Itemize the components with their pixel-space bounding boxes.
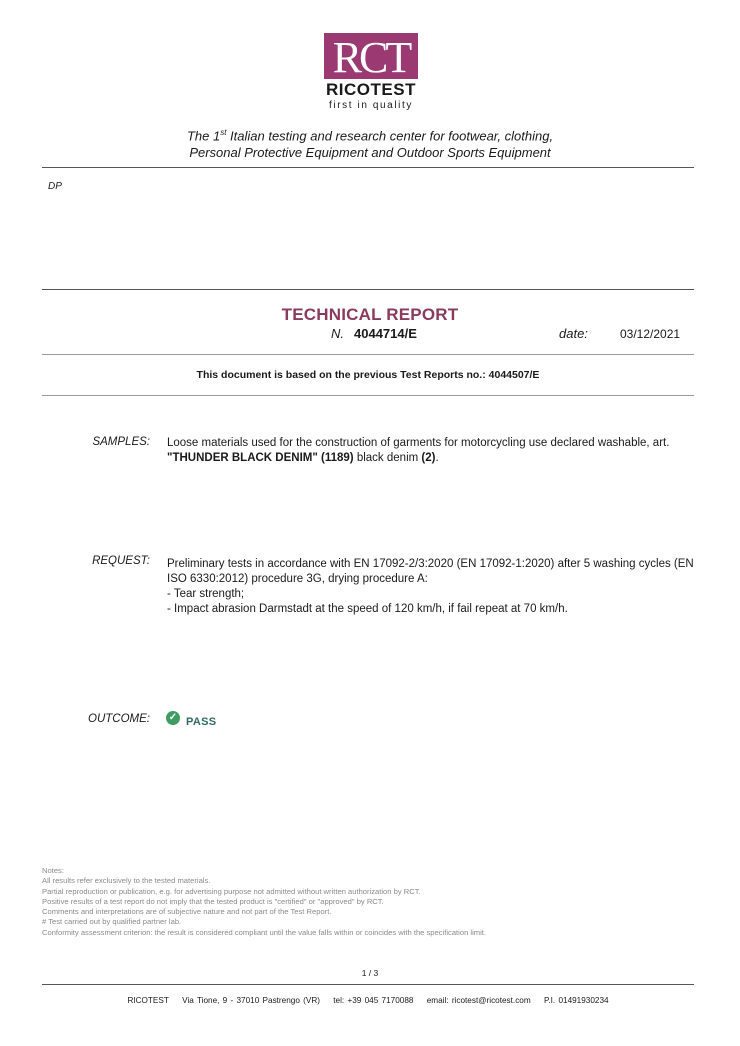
note-line: All results refer exclusively to the tested materials. (42, 876, 211, 886)
report-title: TECHNICAL REPORT (281, 305, 459, 324)
company-tagline: first in quality (329, 100, 413, 111)
samples-label: SAMPLES: (92, 436, 150, 448)
check-circle-icon: ✓ (166, 711, 180, 725)
outcome-value: PASS (186, 716, 217, 728)
notes-block (42, 866, 682, 938)
divider-based-on (42, 395, 694, 396)
intro-line-2: Personal Protective Equipment and Outdoor Sports Equipment (189, 145, 551, 161)
samples-text (167, 436, 697, 466)
footer-company: RICOTEST (127, 996, 169, 1005)
company-name: RICOTEST (326, 80, 416, 99)
divider-top-report (42, 289, 694, 290)
divider-report-meta (42, 354, 694, 355)
footer-tel: tel: +39 045 7170088 (333, 996, 414, 1005)
samples-line-1: Loose materials used for the construction of garments for motorcycling use declared washable, art. (167, 437, 670, 449)
request-text (167, 557, 697, 617)
request-line-4: - Impact abrasion Darmstadt at the speed of 120 km/h, if fail repeat at 70 km/h. (167, 603, 568, 615)
header-divider (42, 167, 694, 168)
intro-text (100, 124, 640, 161)
note-line: Partial reproduction or publication, e.g. for advertising purpose not admitted without written authorization by RCT. (42, 886, 421, 896)
note-line: Conformity assessment criterion: the result is considered compliant until the value falls within or coincides with the specification limit. (42, 927, 487, 937)
report-number: 4044714/E (354, 326, 417, 341)
footer-address: Via Tione, 9 - 37010 Pastrengo (VR) (182, 996, 320, 1005)
note-line: Comments and interpretations are of subjective nature and not part of the Test Report. (42, 907, 332, 917)
note-line: Positive results of a test report do not imply that the tested product is "certified" or "approved" by RCT. (42, 896, 384, 906)
footer-email: email: ricotest@ricotest.com (426, 996, 531, 1005)
notes-title: Notes: (42, 866, 64, 875)
footer-vat: P.I. 01491930234 (543, 996, 609, 1005)
report-number-label: N. (331, 326, 344, 341)
client-code: DP (48, 181, 62, 192)
rct-logo (324, 33, 418, 79)
outcome-label: OUTCOME: (88, 713, 150, 725)
note-line: # Test carried out by qualified partner lab. (42, 917, 182, 927)
based-on-note: This document is based on the previous Test Reports no.: 4044507/E (196, 369, 540, 381)
request-label: REQUEST: (92, 555, 150, 567)
intro-line-1: The 1st Italian testing and research center for footwear, clothing, (186, 128, 554, 144)
report-date: 03/12/2021 (620, 327, 681, 341)
footer-divider (42, 984, 694, 985)
request-line-1: Preliminary tests in accordance with EN 17092-2/3:2020 (EN 17092-1:2020) after 5 washing cycles (EN (167, 558, 694, 570)
samples-line-2: "THUNDER BLACK DENIM" (1189) black denim (2). (167, 452, 439, 464)
request-line-3: - Tear strength; (167, 588, 245, 600)
footer (42, 996, 694, 1005)
logo-letters: RCT (332, 33, 410, 79)
request-line-2: ISO 6330:2012) procedure 3G, drying procedure A: (167, 573, 428, 585)
page-number: 1 / 3 (361, 968, 379, 978)
date-label: date: (559, 326, 588, 341)
